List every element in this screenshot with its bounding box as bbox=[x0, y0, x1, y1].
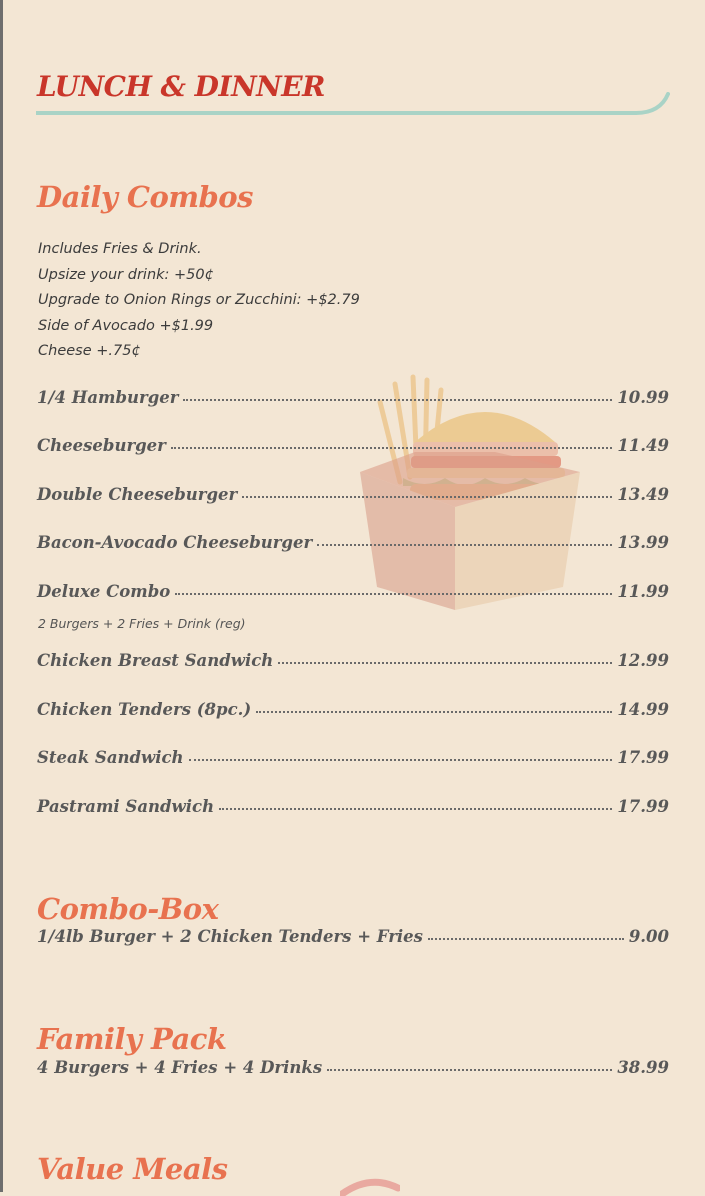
menu-item-price: 17.99 bbox=[617, 748, 669, 767]
menu-item bbox=[37, 577, 669, 603]
menu-item-name: 1/4 Hamburger bbox=[37, 388, 179, 407]
combo-notes bbox=[38, 237, 360, 365]
menu-item-subtitle: 2 Burgers + 2 Fries + Drink (reg) bbox=[38, 616, 246, 631]
dot-leader bbox=[327, 1069, 612, 1071]
dot-leader bbox=[175, 593, 612, 595]
menu-item-name: Bacon-Avocado Cheeseburger bbox=[37, 533, 313, 552]
menu-item bbox=[37, 646, 669, 672]
combo-note: Cheese +.75¢ bbox=[38, 343, 141, 359]
menu-item-name: Steak Sandwich bbox=[37, 748, 184, 767]
combo-note: Upgrade to Onion Rings or Zucchini: +$2.79 bbox=[38, 292, 360, 308]
menu-item bbox=[37, 922, 669, 948]
dot-leader bbox=[278, 662, 612, 664]
menu-item-name: Double Cheeseburger bbox=[37, 485, 238, 504]
dot-leader bbox=[317, 544, 612, 546]
menu-item-price: 10.99 bbox=[617, 388, 669, 407]
section-title-family-pack: Family Pack bbox=[37, 1022, 227, 1056]
heading-underline bbox=[36, 92, 670, 120]
combo-note: Includes Fries & Drink. bbox=[38, 241, 202, 257]
menu-item-price: 17.99 bbox=[617, 797, 669, 816]
menu-item bbox=[37, 431, 669, 457]
menu-item bbox=[37, 743, 669, 769]
dot-leader bbox=[171, 447, 612, 449]
dot-leader bbox=[242, 496, 612, 498]
section-title-value-meals: Value Meals bbox=[37, 1152, 228, 1186]
section-title-daily-combos: Daily Combos bbox=[37, 180, 253, 214]
menu-item-name: Pastrami Sandwich bbox=[37, 797, 215, 816]
menu-item bbox=[37, 383, 669, 409]
dot-leader bbox=[189, 759, 613, 761]
menu-item-price: 38.99 bbox=[617, 1058, 669, 1077]
menu-item-price: 13.99 bbox=[617, 533, 669, 552]
menu-item bbox=[37, 480, 669, 506]
combo-note: Upsize your drink: +50¢ bbox=[38, 266, 214, 283]
menu-item-name: Chicken Tenders (8pc.) bbox=[37, 700, 252, 719]
menu-item bbox=[37, 1053, 669, 1079]
menu-item bbox=[37, 528, 669, 554]
menu-item-price: 9.00 bbox=[628, 927, 669, 946]
menu-heading: LUNCH & DINNER bbox=[37, 70, 325, 103]
menu-item-name: Chicken Breast Sandwich bbox=[37, 651, 274, 670]
menu-item-price: 14.99 bbox=[617, 700, 669, 719]
menu-item-price: 13.49 bbox=[617, 485, 669, 504]
combo-note: Side of Avocado +$1.99 bbox=[38, 317, 214, 334]
menu-item-price: 11.49 bbox=[617, 436, 669, 455]
dot-leader bbox=[256, 711, 612, 713]
menu-item-name: Cheeseburger bbox=[37, 436, 166, 455]
dot-leader bbox=[428, 938, 624, 940]
dot-leader bbox=[183, 399, 612, 401]
menu-item-name: 1/4lb Burger + 2 Chicken Tenders + Fries bbox=[37, 927, 423, 946]
menu-item-name: Deluxe Combo bbox=[37, 582, 171, 601]
menu-item bbox=[37, 695, 669, 721]
menu-item-name: 4 Burgers + 4 Fries + 4 Drinks bbox=[37, 1058, 323, 1077]
menu-item bbox=[37, 792, 669, 818]
menu-item-price: 12.99 bbox=[617, 651, 669, 670]
decorative-swash-icon bbox=[340, 1176, 400, 1196]
section-title-combo-box: Combo-Box bbox=[37, 892, 219, 926]
dot-leader bbox=[219, 808, 612, 810]
menu-item-price: 11.99 bbox=[617, 582, 669, 601]
